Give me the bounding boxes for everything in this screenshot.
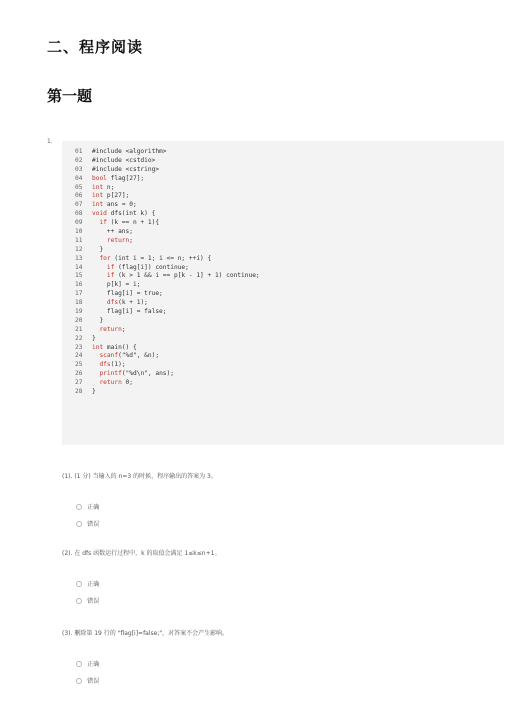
code-block — [62, 141, 504, 445]
code-line — [75, 264, 504, 273]
line-number: 07 — [75, 201, 83, 209]
code-keyword: if — [106, 263, 115, 271]
code-line — [75, 210, 504, 219]
code-indent — [92, 308, 107, 315]
code-text: } — [92, 388, 96, 396]
code-line — [75, 148, 504, 157]
code-keyword: if — [106, 272, 115, 280]
option-label: 正确 — [87, 661, 100, 668]
line-number: 09 — [75, 219, 83, 227]
code-line — [75, 228, 504, 237]
code-text: ans = 0; — [103, 201, 137, 209]
code-text: #include <cstdio> — [92, 156, 156, 164]
code-keyword: return — [106, 236, 130, 244]
code-line — [75, 326, 504, 335]
code-text: p[27]; — [103, 192, 130, 200]
code-line — [75, 201, 504, 210]
code-keyword: dfs — [99, 361, 111, 369]
option-label: 正确 — [87, 504, 100, 511]
sub-title: 第一题 — [47, 87, 93, 105]
code-text: (int i = 1; i <= n; ++i) { — [110, 254, 212, 262]
question-text: (1). (1 分) 当输入的 n=3 的时候，程序输出的答案为 3。 — [62, 473, 217, 480]
option-label: 错误 — [87, 598, 100, 605]
code-indent — [92, 290, 107, 297]
code-keyword: int — [92, 343, 104, 351]
line-number: 10 — [75, 228, 83, 236]
code-indent — [92, 299, 107, 306]
option-false[interactable] — [76, 519, 99, 528]
option-true[interactable] — [76, 659, 99, 668]
option-false[interactable] — [76, 676, 99, 685]
code-text: flag[i] = true; — [106, 290, 163, 298]
code-line — [75, 157, 504, 166]
question-text: (3). 删除第 19 行的 "flag[i]=false;"，对答案不会产生影响。 — [62, 630, 229, 637]
option-true[interactable] — [76, 579, 99, 588]
code-indent — [92, 281, 107, 288]
code-line — [75, 255, 504, 264]
radio-unchecked-icon[interactable] — [76, 661, 82, 667]
code-line — [75, 219, 504, 228]
code-text: #include <cstring> — [92, 165, 160, 173]
line-number: 04 — [75, 174, 83, 182]
line-number: 05 — [75, 183, 83, 191]
code-line — [75, 361, 504, 370]
code-indent — [92, 264, 107, 271]
code-line — [75, 308, 504, 317]
code-keyword: dfs — [106, 299, 119, 307]
line-number: 22 — [75, 334, 83, 342]
line-number: 03 — [75, 165, 83, 173]
code-text: (1); — [110, 361, 126, 369]
line-number: 15 — [75, 272, 83, 280]
line-number: 14 — [75, 263, 83, 271]
code-line — [75, 290, 504, 299]
option-label: 正确 — [87, 581, 100, 588]
code-text: (flag[i]) continue; — [114, 263, 189, 271]
code-text: (k == n + 1){ — [106, 219, 160, 227]
code-text: } — [92, 334, 96, 342]
code-text: p[k] = i; — [106, 281, 141, 289]
code-line — [75, 192, 504, 201]
option-label: 错误 — [87, 678, 100, 685]
code-indent — [92, 237, 107, 244]
code-keyword: int — [92, 201, 104, 209]
code-line — [75, 246, 504, 255]
code-line — [75, 379, 504, 388]
line-number: 21 — [75, 325, 83, 333]
option-false[interactable] — [76, 596, 99, 605]
code-line — [75, 317, 504, 326]
code-line — [75, 166, 504, 175]
code-line — [75, 370, 504, 379]
code-keyword: if — [99, 219, 107, 227]
code-keyword: void — [92, 210, 107, 218]
line-number: 06 — [75, 192, 83, 200]
code-text: #include <algorithm> — [92, 148, 167, 155]
code-text: } — [99, 245, 104, 253]
line-number: 12 — [75, 245, 83, 253]
line-number: 20 — [75, 316, 83, 324]
section-title: 二、程序阅读 — [47, 38, 144, 56]
line-number: 28 — [75, 388, 83, 396]
code-keyword: bool — [92, 174, 107, 182]
code-keyword: scanf — [99, 352, 119, 360]
code-line — [75, 388, 504, 397]
code-indent — [92, 272, 107, 279]
radio-unchecked-icon[interactable] — [76, 678, 82, 684]
code-line — [75, 344, 504, 353]
line-number: 17 — [75, 290, 83, 298]
code-keyword: for — [99, 254, 111, 262]
code-keyword: int — [92, 192, 104, 200]
line-number: 02 — [75, 156, 83, 164]
code-line — [75, 272, 504, 281]
line-number: 24 — [75, 352, 83, 360]
code-text: flag[27]; — [106, 174, 145, 182]
option-true[interactable] — [76, 502, 99, 511]
line-number: 08 — [75, 210, 83, 218]
radio-unchecked-icon[interactable] — [76, 581, 82, 587]
code-text: ("%d", &n); — [118, 352, 160, 360]
radio-unchecked-icon[interactable] — [76, 504, 82, 510]
code-text: } — [99, 316, 104, 324]
line-number: 01 — [75, 148, 83, 155]
code-line — [75, 175, 504, 184]
radio-unchecked-icon[interactable] — [76, 598, 82, 604]
line-number: 13 — [75, 254, 83, 262]
code-text: flag[i] = false; — [106, 308, 167, 316]
code-text: 0; — [121, 379, 133, 387]
code-line — [75, 281, 504, 290]
code-indent — [92, 228, 107, 235]
code-text: main() { — [103, 343, 137, 351]
line-number: 26 — [75, 370, 83, 378]
line-number: 27 — [75, 379, 83, 387]
question-number: 1. — [47, 138, 53, 145]
code-text: dfs(int k) { — [106, 210, 156, 218]
question-text: (2). 在 dfs 函数运行过程中，k 的取值会满足 1≤k≤n+1。 — [62, 550, 221, 557]
line-number: 11 — [75, 236, 83, 244]
code-line — [75, 335, 504, 344]
code-keyword: return — [99, 379, 122, 387]
code-keyword: printf — [99, 370, 122, 378]
code-line — [75, 237, 504, 246]
line-number: 19 — [75, 308, 83, 316]
code-text: ; — [121, 325, 126, 333]
line-number: 16 — [75, 281, 83, 289]
code-keyword: int — [92, 183, 104, 191]
radio-unchecked-icon[interactable] — [76, 521, 82, 527]
code-line — [75, 184, 504, 193]
code-line — [75, 352, 504, 361]
code-text: (k > 1 && i == p[k - 1] + 1) continue; — [114, 272, 260, 280]
line-number: 25 — [75, 361, 83, 369]
line-number: 18 — [75, 299, 83, 307]
code-text: n; — [103, 183, 115, 191]
code-text: ("%d\n", ans); — [121, 370, 174, 378]
code-text: ; — [129, 236, 133, 244]
code-text: (k + 1); — [118, 299, 148, 307]
code-line — [75, 299, 504, 308]
code-keyword: return — [99, 325, 122, 333]
code-text: ++ ans; — [106, 228, 133, 236]
line-number: 23 — [75, 343, 83, 351]
option-label: 错误 — [87, 521, 100, 528]
